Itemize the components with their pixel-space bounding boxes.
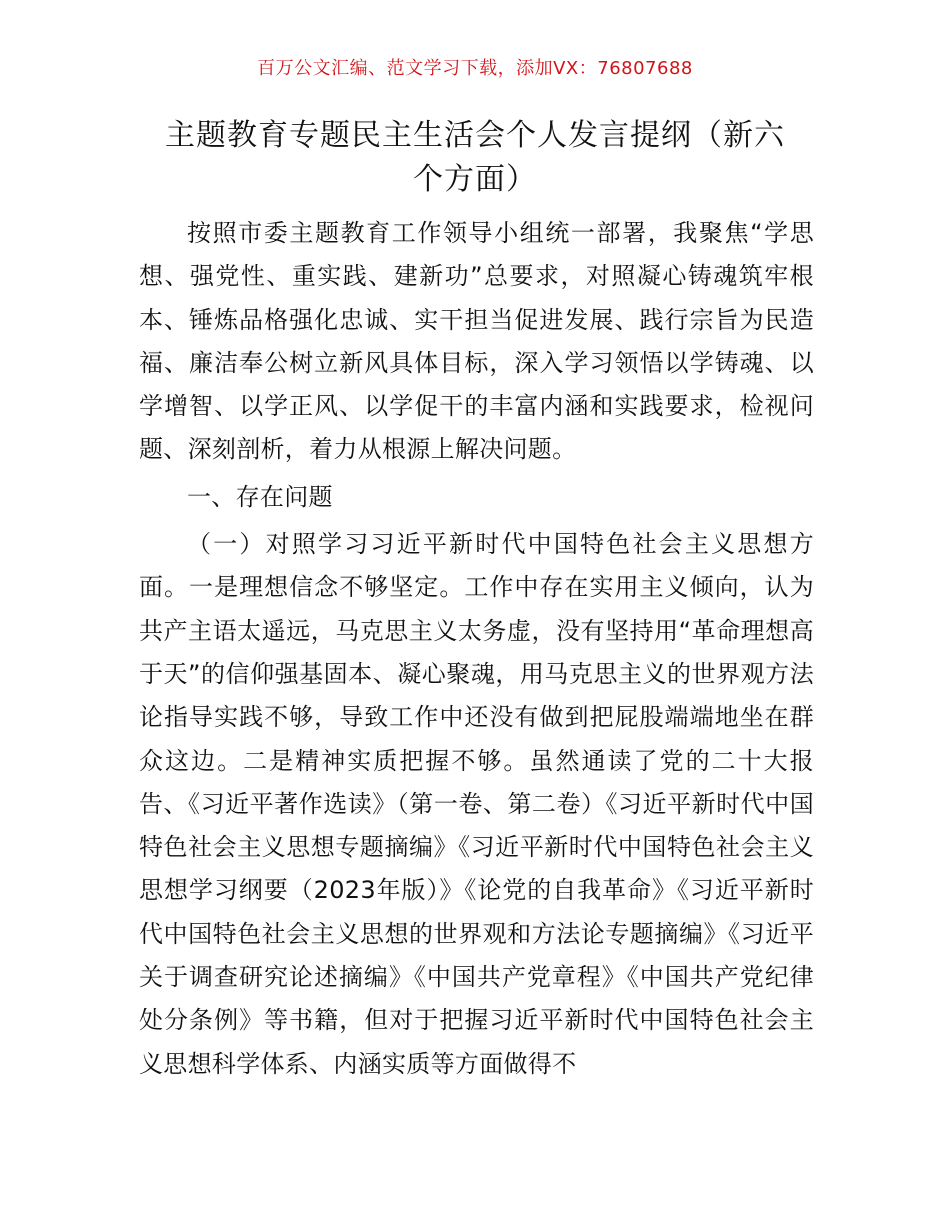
intro-paragraph: 按照市委主题教育工作领导小组统一部署，我聚焦“学思想、强党性、重实践、建新功”总要求，对照凝心铸魂筑牢根本、锤炼品格强化忠诚、实干担当促进发展、践行宗旨为民造福、廉洁奉公树立新风具体目标，深入学习领悟以学铸魂、以学增智、以学正风、以学促干的丰富内涵和实践要求，检视问题、深刻剖析，着力从根源上解决问题。: [139, 219, 814, 464]
section-paragraph: （一）对照学习习近平新时代中国特色社会主义思想方面。一是理想信念不够坚定。工作中存在实用主义倾向，认为共产主语太遥远，马克思主义太务虚，没有坚持用“革命理想高于天”的信仰强基固本、凝心聚魂，用马克思主义的世界观方法论指导实践不够，导致工作中还没有做到把屁股端端地坐在群众这边。二是精神实质把握不够。虽然通读了党的二十大报告、《习近平著作选读》（第一卷、第二卷）《习近平新时代中国特色社会主义思想专题摘编》《习近平新时代中国特色社会主义思想学习纲要（2023年版）》《论党的自我革命》《习近平新时代中国特色社会主义思想的世界观和方法论专题摘编》《习近平关于调查研究论述摘编》《中国共产党章程》《中国共产党纪律处分条例》等书籍，但对于把握习近平新时代中国特色社会主义思想科学体系、内涵实质等方面做得不: [139, 530, 814, 1078]
download-notice: 百万公文汇编、范文学习下载，添加VX：76807688: [257, 58, 693, 79]
section-heading: 一、存在问题: [187, 482, 333, 511]
document-body: [139, 212, 814, 1086]
document-title: 主题教育专题民主生活会个人发言提纲（新六 个方面）: [165, 118, 785, 197]
